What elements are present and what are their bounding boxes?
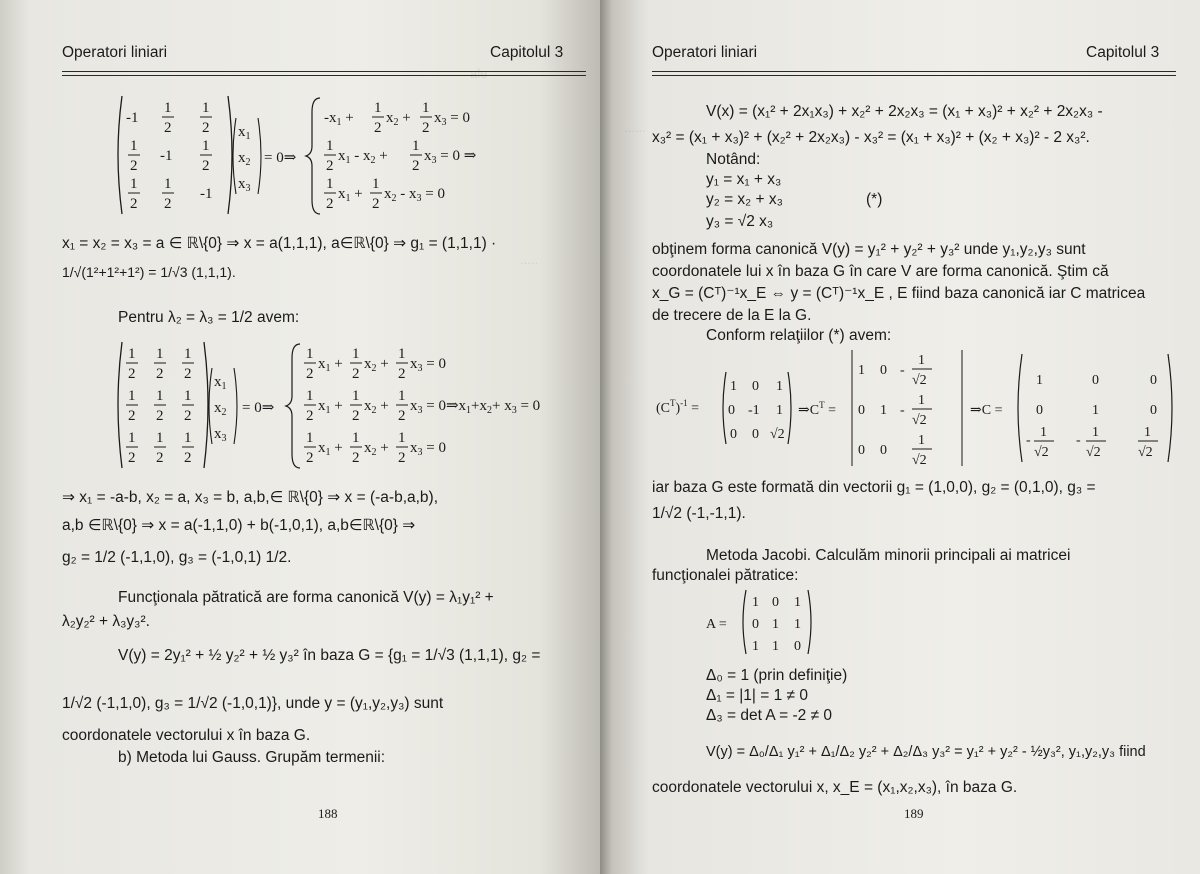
header-rule — [62, 71, 586, 72]
svg-text:1: 1 — [306, 430, 314, 446]
svg-text:x1 - x2 +: $x_1 - x_2$ + — [338, 148, 388, 166]
solution-line: a,b ∈ℝ\{0} ⇒ x = a(-1,1,0) + b(-1,0,1), a,b∈ℝ\{0} ⇒ — [62, 517, 416, 534]
minor-line: Δ₁ = |1| = 1 ≠ 0 — [706, 687, 808, 704]
svg-text:√2: √2 — [1034, 445, 1049, 460]
paragraph-line: coordonatele vectorului x în baza G. — [62, 727, 311, 744]
paragraph-line: coordonatele lui x în baza G în care V are forma canonică. Ştim că — [652, 263, 1109, 280]
svg-text:1: 1 — [1092, 403, 1099, 418]
svg-text:1: 1 — [776, 379, 783, 394]
svg-text:1: 1 — [156, 346, 164, 362]
svg-text:2: 2 — [398, 408, 406, 424]
svg-text:1: 1 — [202, 100, 210, 116]
svg-text:2: 2 — [156, 408, 164, 424]
svg-text:-1: -1 — [126, 110, 139, 126]
paragraph-line: coordonatele vectorului x, x_E = (x₁,x₂,x₃), în baza G. — [652, 779, 1018, 796]
svg-text:1: 1 — [156, 430, 164, 446]
svg-text:⇒CT =: $\Rightarrow C^T$ = — [798, 400, 836, 418]
matrix-equation-1 — [112, 92, 492, 220]
paragraph-line: de trecere de la E la G. — [652, 307, 812, 324]
svg-text:x1: $x_1$ — [214, 374, 227, 392]
svg-text:1: 1 — [412, 138, 420, 154]
solution-line-fraction: 1/√(1²+1²+1²) = 1/√3 (1,1,1). — [62, 264, 236, 280]
svg-text:2: 2 — [306, 450, 314, 466]
svg-text:1: 1 — [374, 100, 382, 116]
svg-text:2: 2 — [306, 408, 314, 424]
svg-text:0: 0 — [730, 427, 737, 442]
svg-text:√2: √2 — [912, 373, 927, 388]
svg-text:-: - — [1026, 433, 1031, 448]
matrix-equation-2 — [112, 338, 592, 474]
svg-text:2: 2 — [164, 120, 172, 136]
svg-text:1: 1 — [164, 100, 172, 116]
svg-text:1: 1 — [130, 138, 138, 154]
svg-text:0: 0 — [752, 617, 759, 632]
paragraph-line: b) Metoda lui Gauss. Grupăm termenii: — [118, 749, 386, 766]
paragraph-line: Notând: — [706, 151, 761, 168]
svg-text:1: 1 — [352, 346, 360, 362]
svg-text:1: 1 — [398, 346, 406, 362]
svg-text:x3 = 0: $x_3 = 0$ — [434, 110, 470, 128]
svg-text:√2: √2 — [1086, 445, 1101, 460]
svg-text:x3: $x_3$ — [238, 176, 251, 194]
svg-text:1: 1 — [372, 176, 380, 192]
minor-line: Δ₀ = 1 (prin definiţie) — [706, 667, 848, 684]
svg-text:-1: -1 — [748, 403, 760, 418]
paragraph-line: iar baza G este formată din vectorii g₁ = (1,0,0), g₂ = (0,1,0), g₃ = — [652, 479, 1096, 496]
svg-text:0: 0 — [858, 403, 865, 418]
svg-text:2: 2 — [128, 408, 136, 424]
svg-text:x2 - x3 = 0: $x_2 - x_3 = 0$ — [384, 186, 445, 204]
svg-text:2: 2 — [202, 120, 210, 136]
svg-text:√2: √2 — [1138, 445, 1153, 460]
svg-text:2: 2 — [422, 120, 430, 136]
solution-line: g₂ = 1/2 (-1,1,0), g₃ = (-1,0,1) 1/2. — [62, 549, 292, 566]
svg-text:1: 1 — [184, 346, 192, 362]
svg-text:0: 0 — [752, 427, 759, 442]
svg-text:-: - — [900, 403, 905, 418]
svg-text:x3 = 0: $x_3 = 0$ — [410, 440, 446, 458]
svg-text:2: 2 — [128, 450, 136, 466]
svg-text:1: 1 — [326, 176, 334, 192]
page-number: 188 — [318, 806, 338, 821]
svg-text:1: 1 — [858, 363, 865, 378]
paragraph-line: 1/√2 (-1,-1,1). — [652, 505, 746, 522]
svg-text:0: 0 — [794, 639, 801, 654]
svg-text:2: 2 — [184, 366, 192, 382]
svg-text:1: 1 — [794, 595, 801, 610]
svg-text:2: 2 — [398, 366, 406, 382]
svg-text:2: 2 — [128, 366, 136, 382]
svg-text:2: 2 — [130, 158, 138, 174]
svg-text:1: 1 — [184, 430, 192, 446]
svg-text:1: 1 — [1092, 425, 1099, 440]
svg-text:x2 +: $x_2$ + — [364, 398, 389, 416]
svg-text:x2 +: $x_2$ + — [364, 356, 389, 374]
equation-line: V(y) = 2y₁² + ½ y₂² + ½ y₃² în baza G = {g₁ = 1/√3 (1,1,1), g₂ = — [118, 647, 541, 664]
svg-text:(CT)-1 =: $(C^T)^{-1}$ = — [656, 398, 700, 416]
svg-text:1: 1 — [918, 393, 925, 408]
svg-text:1: 1 — [164, 176, 172, 192]
paragraph-line: obţinem forma canonică V(y) = y₁² + y₂² + y₃² unde y₁,y₂,y₃ sunt — [652, 241, 1086, 258]
svg-text:2: 2 — [184, 450, 192, 466]
svg-text:2: 2 — [372, 196, 380, 212]
svg-text:2: 2 — [352, 450, 360, 466]
svg-text:1: 1 — [202, 138, 210, 154]
svg-text:1: 1 — [772, 639, 779, 654]
svg-text:0: 0 — [728, 403, 735, 418]
svg-text:-x1 +: $-x_1$ + — [324, 110, 354, 128]
svg-text:1: 1 — [918, 353, 925, 368]
svg-text:-1: -1 — [160, 148, 173, 164]
svg-text:2: 2 — [374, 120, 382, 136]
svg-text:√2: √2 — [912, 453, 927, 468]
equation-tag: (*) — [866, 191, 883, 208]
svg-text:1: 1 — [130, 176, 138, 192]
running-header-title: Operatori liniari — [652, 44, 758, 61]
svg-text:x1 +: $x_1$ + — [338, 186, 363, 204]
svg-text:0: 0 — [858, 443, 865, 458]
section-heading: Metoda Jacobi. Calculăm minorii principali ai matricei — [706, 547, 1071, 564]
svg-text:2: 2 — [306, 366, 314, 382]
svg-text:x2: $x_2$ — [238, 150, 251, 168]
svg-text:√2: √2 — [770, 427, 785, 442]
bleed-through-text: ..... — [520, 252, 539, 267]
svg-text:2: 2 — [202, 158, 210, 174]
svg-text:1: 1 — [1040, 425, 1047, 440]
equation-line: V(x) = (x₁² + 2x₁x₃) + x₂² + 2x₂x₃ = (x₁ + x₃)² + x₂² + 2x₂x₃ - — [706, 103, 1103, 120]
svg-text:2: 2 — [156, 450, 164, 466]
paragraph-line: x_G = (Cᵀ)⁻¹x_E ⇔ y = (Cᵀ)⁻¹x_E , E fiind baza canonică iar C matricea — [652, 285, 1146, 302]
svg-text:2: 2 — [412, 158, 420, 174]
svg-text:0: 0 — [1150, 373, 1157, 388]
svg-text:-: - — [1076, 433, 1081, 448]
svg-text:2: 2 — [352, 366, 360, 382]
svg-text:2: 2 — [326, 196, 334, 212]
svg-text:1: 1 — [352, 388, 360, 404]
svg-text:2: 2 — [398, 450, 406, 466]
svg-text:x1 +: $x_1$ + — [318, 356, 343, 374]
svg-text:= 0⇒: = 0⇒ — [242, 400, 275, 416]
svg-text:= 0⇒: = 0⇒ — [264, 150, 297, 166]
svg-text:2: 2 — [164, 196, 172, 212]
svg-text:0: 0 — [880, 443, 887, 458]
minor-line: Δ₃ = det A = -2 ≠ 0 — [706, 707, 832, 724]
svg-text:1: 1 — [1036, 373, 1043, 388]
header-rule — [652, 71, 1176, 72]
bleed-through-text: ...... — [624, 120, 646, 135]
matrix-transition-block — [656, 344, 1176, 472]
svg-text:2: 2 — [326, 158, 334, 174]
substitution-line: y₃ = √2 x₃ — [706, 213, 774, 230]
svg-text:0: 0 — [1150, 403, 1157, 418]
running-header-chapter: Capitolul 3 — [490, 44, 564, 61]
svg-text:0: 0 — [1092, 373, 1099, 388]
svg-text:2: 2 — [352, 408, 360, 424]
svg-text:2: 2 — [184, 408, 192, 424]
equation-line: V(y) = Δ₀/Δ₁ y₁² + Δ₁/Δ₂ y₂² + Δ₂/Δ₃ y₃² = y₁² + y₂² - ½y₃², y₁,y₂,y₃ fiind — [706, 744, 1146, 760]
svg-text:2: 2 — [130, 196, 138, 212]
svg-text:1: 1 — [306, 346, 314, 362]
matrix-A — [706, 586, 826, 658]
svg-text:-1: -1 — [200, 186, 213, 202]
substitution-line: y₂ = x₂ + x₃ — [706, 191, 783, 208]
svg-text:0: 0 — [880, 363, 887, 378]
equation-line: x₃² = (x₁ + x₃)² + (x₂² + 2x₂x₃) - x₃² = (x₁ + x₃)² + (x₂ + x₃)² - 2 x₃². — [652, 129, 1090, 146]
paragraph-line: Conform relaţiilor (*) avem: — [706, 327, 892, 344]
svg-text:1: 1 — [184, 388, 192, 404]
svg-text:0: 0 — [752, 379, 759, 394]
solution-line: x₁ = x₂ = x₃ = a ∈ ℝ\{0} ⇒ x = a(1,1,1), a∈ℝ\{0} ⇒ g₁ = (1,1,1) · — [62, 235, 497, 252]
svg-text:1: 1 — [752, 595, 759, 610]
svg-text:x1: $x_1$ — [238, 124, 251, 142]
svg-text:1: 1 — [156, 388, 164, 404]
svg-text:1: 1 — [326, 138, 334, 154]
svg-text:1: 1 — [772, 617, 779, 632]
svg-text:2: 2 — [156, 366, 164, 382]
svg-text:1: 1 — [422, 100, 430, 116]
svg-text:x2: $x_2$ — [214, 400, 227, 418]
svg-text:1: 1 — [398, 388, 406, 404]
svg-text:√2: √2 — [912, 413, 927, 428]
svg-text:-: - — [900, 363, 905, 378]
svg-text:x1 +: $x_1$ + — [318, 440, 343, 458]
svg-text:1: 1 — [352, 430, 360, 446]
right-page — [600, 0, 1200, 874]
svg-text:1: 1 — [398, 430, 406, 446]
header-rule-thin — [62, 75, 586, 76]
svg-text:1: 1 — [1144, 425, 1151, 440]
paragraph-line: funcţionalei pătratice: — [652, 567, 799, 584]
solution-line: ⇒ x₁ = -a-b, x₂ = a, x₃ = b, a,b,∈ ℝ\{0} ⇒ x = (-a-b,a,b), — [62, 489, 439, 506]
running-header-chapter: Capitolul 3 — [1086, 44, 1160, 61]
bleed-through-text: ale — [470, 66, 488, 81]
svg-text:A =: A = — [706, 617, 727, 632]
equation-line: 1/√2 (-1,1,0), g₃ = 1/√2 (-1,0,1)}, unde y = (y₁,y₂,y₃) sunt — [62, 695, 444, 712]
paragraph-line: λ₂y₂² + λ₃y₃². — [62, 613, 150, 630]
svg-text:1: 1 — [794, 617, 801, 632]
svg-text:⇒C =: ⇒C = — [970, 403, 1003, 418]
substitution-line: y₁ = x₁ + x₃ — [706, 171, 782, 188]
svg-text:1: 1 — [918, 433, 925, 448]
svg-text:1: 1 — [128, 346, 136, 362]
pentru-line: Pentru λ₂ = λ₃ = 1/2 avem: — [118, 309, 300, 326]
svg-text:1: 1 — [128, 388, 136, 404]
svg-text:1: 1 — [776, 403, 783, 418]
svg-text:1: 1 — [730, 379, 737, 394]
paragraph-line: Funcţionala pătratică are forma canonică V(y) = λ₁y₁² + — [118, 589, 494, 606]
running-header-title: Operatori liniari — [62, 44, 168, 61]
svg-text:0: 0 — [1036, 403, 1043, 418]
svg-text:1: 1 — [128, 430, 136, 446]
svg-text:1: 1 — [880, 403, 887, 418]
svg-text:1: 1 — [752, 639, 759, 654]
header-rule-thin — [652, 75, 1176, 76]
svg-text:x1 +: $x_1$ + — [318, 398, 343, 416]
svg-text:x3 = 0: $x_3 = 0$ — [410, 356, 446, 374]
svg-text:x3: $x_3$ — [214, 426, 227, 444]
svg-text:1: 1 — [306, 388, 314, 404]
svg-text:x2 +: $x_2$ + — [364, 440, 389, 458]
page-number: 189 — [904, 806, 924, 821]
svg-text:x3 = 0 ⇒: $x_3 = 0$ ⇒ — [424, 148, 477, 166]
svg-text:0: 0 — [772, 595, 779, 610]
svg-text:x2 +: $x_2$ + — [386, 110, 411, 128]
svg-text:x3 = 0⇒x1+x2+ x3 = 0: $x_3$ = $0\Rightarrow x_1+x_2+ x_3 = 0$ — [410, 398, 541, 416]
